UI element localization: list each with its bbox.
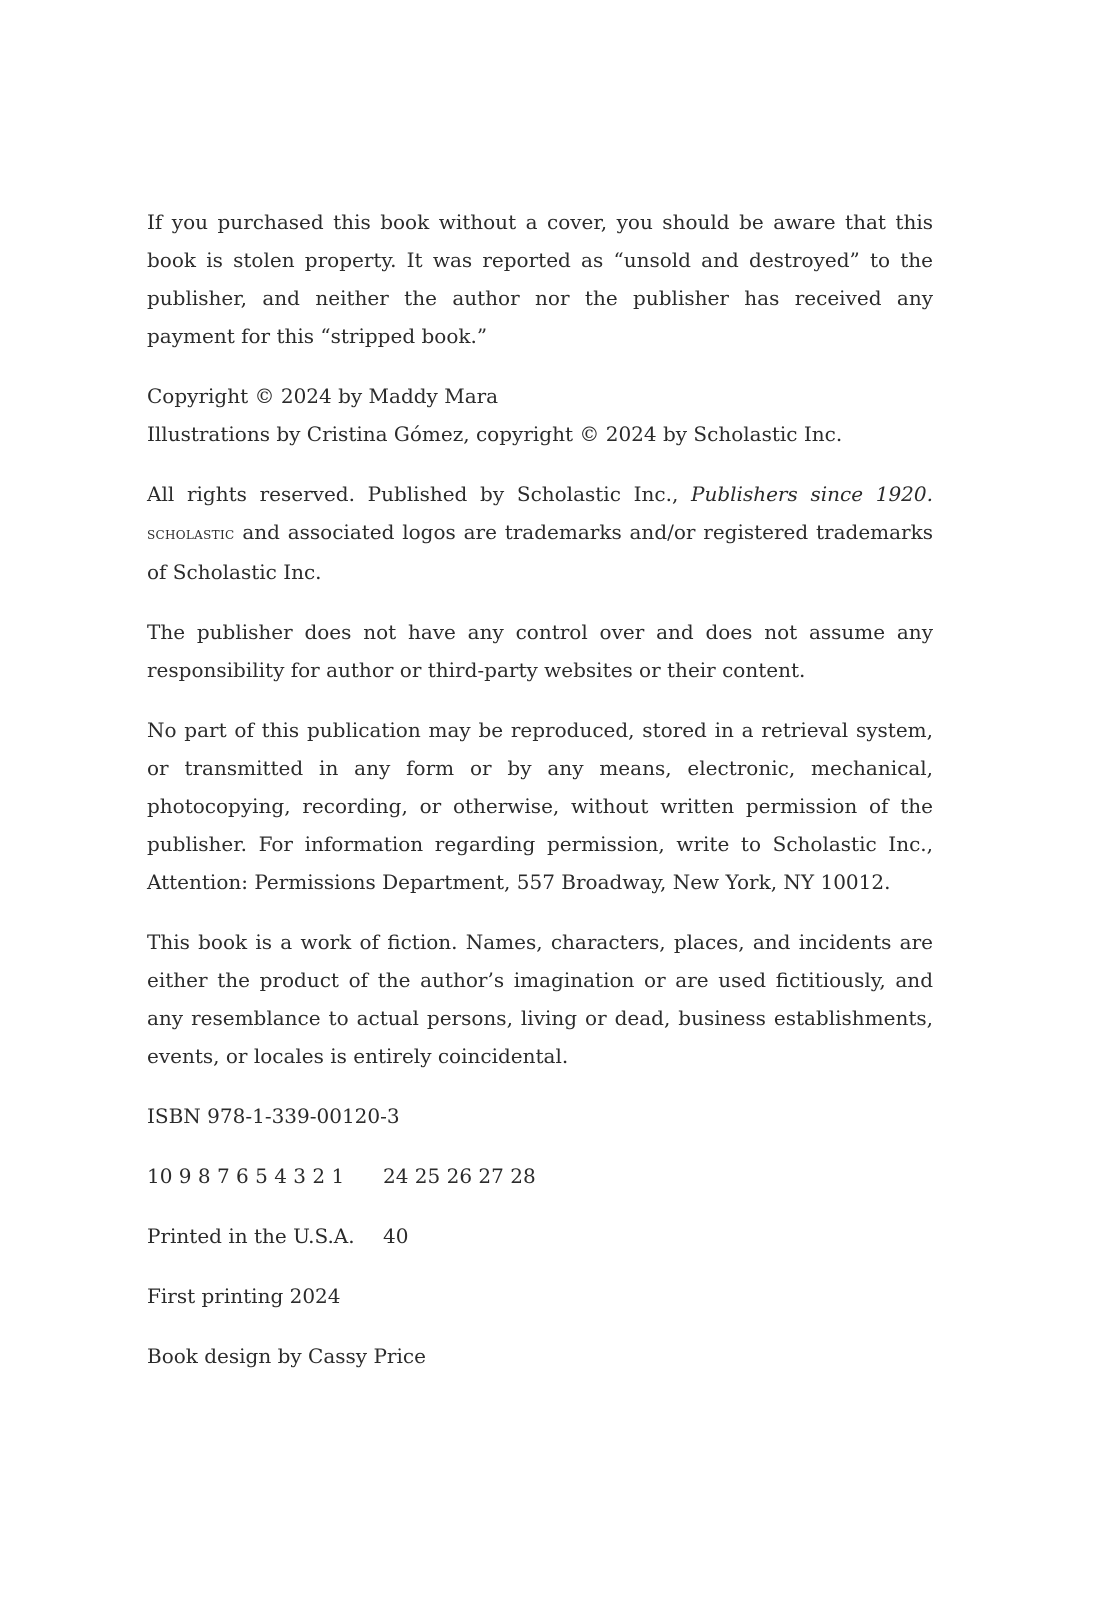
copyright-illustrations-line: Illustrations by Cristina Gómez, copyright © 2024 by Scholastic Inc.: [147, 422, 843, 446]
printed-in-country: Printed in the U.S.A.: [147, 1224, 355, 1248]
stripped-book-notice: If you purchased this book without a cover, you should be aware that this book is stolen property. It was reported as “unsold and destroyed” to the publisher, and neither the author nor the publisher has received any payment for this “stripped book.”: [147, 210, 933, 348]
printing-numbers: 10 9 8 7 6 5 4 3 2 1: [147, 1164, 345, 1188]
book-design-credit: Book design by Cassy Price: [147, 1344, 426, 1368]
copyright-text-block: [147, 203, 933, 1397]
printed-in-line: [147, 1217, 933, 1255]
copyright-author-line: Copyright © 2024 by Maddy Mara: [147, 384, 499, 408]
rights-text-start: All rights reserved. Published by Scholastic Inc.,: [147, 482, 692, 506]
rights-text-end: and associated logos are trademarks and/or registered trademarks of Scholastic Inc.: [147, 520, 933, 584]
publisher-control-paragraph: The publisher does not have any control over and does not assume any responsibility for author or third-party websites or their content.: [147, 620, 933, 682]
rights-reserved-paragraph: [147, 475, 933, 591]
printed-code: 40: [383, 1224, 409, 1248]
printing-line: [147, 1157, 933, 1195]
first-printing: First printing 2024: [147, 1284, 341, 1308]
reproduction-paragraph: No part of this publication may be reproduced, stored in a retrieval system, or transmitted in any form or by any means, electronic, mechanical, photocopying, recording, or otherwise, without written permission of the publisher. For information regarding permission, write to Scholastic Inc., Attention: Permissions Department, 557 Broadway, New York, NY 10012.: [147, 718, 933, 894]
copyright-statement: [147, 377, 933, 453]
publishers-since-text: Publishers since 1920.: [691, 482, 933, 506]
printing-years: 24 25 26 27 28: [383, 1164, 536, 1188]
isbn: ISBN 978-1-339-00120-3: [147, 1104, 400, 1128]
fiction-disclaimer-paragraph: This book is a work of fiction. Names, characters, places, and incidents are either the product of the author’s imagination or are used fictitiously, and any resemblance to actual persons, living or dead, business establishments, events, or locales is entirely coincidental.: [147, 930, 933, 1068]
scholastic-trademark-text: scholastic: [147, 524, 235, 544]
